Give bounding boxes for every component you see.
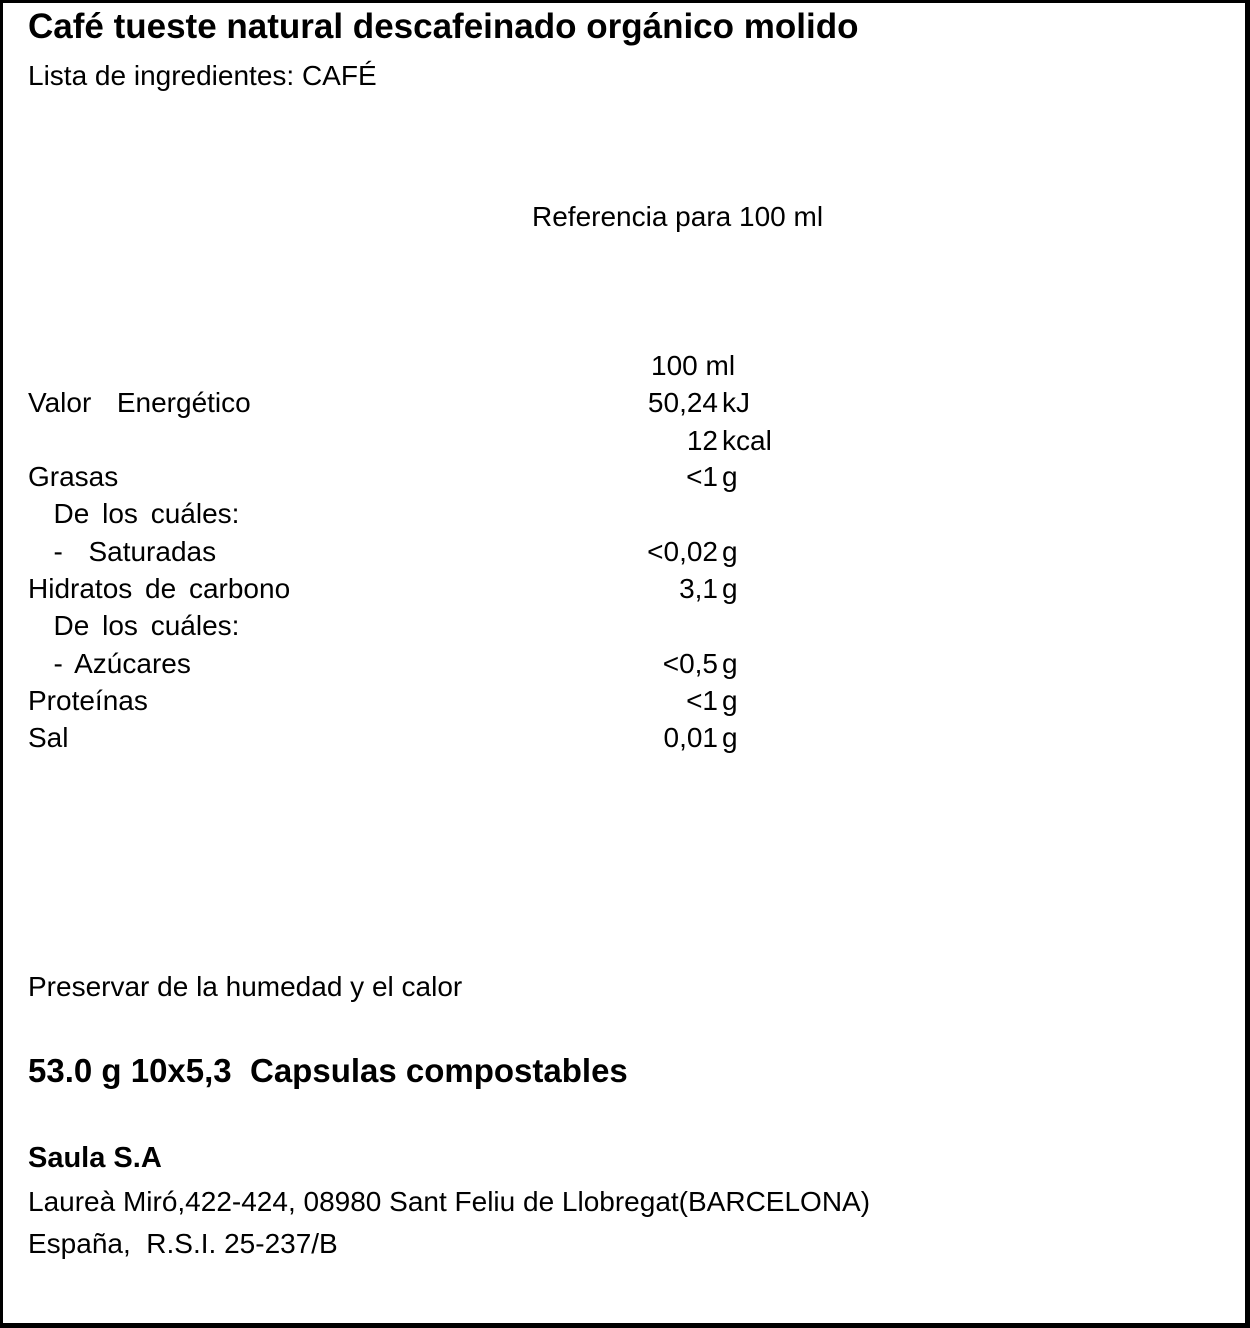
nutrient-label-carbohydrates: Hidratos de carbono (28, 573, 291, 604)
nutrient-value-fat: <1 (686, 461, 718, 492)
nutrient-value-salt: 0,01 (663, 722, 718, 753)
storage-instructions: Preservar de la humedad y el calor (28, 971, 463, 1002)
nutrient-label-sugars: - Azúcares (28, 648, 191, 679)
nutrient-label-protein: Proteínas (28, 685, 148, 716)
ingredients-list: Lista de ingredientes: CAFÉ (28, 60, 377, 91)
nutrient-label-fat: Grasas (28, 461, 119, 492)
nutrient-unit-protein: g (722, 685, 738, 716)
nutrient-value-sugars: <0,5 (662, 648, 718, 679)
nutrient-unit-fat: g (722, 461, 738, 492)
nutrient-unit-carbohydrates: g (722, 573, 738, 604)
nutrient-unit-energy-kcal: kcal (722, 425, 772, 456)
nutrient-label-saturated: - Saturadas (28, 536, 217, 567)
nutrition-reference: Referencia para 100 ml (532, 201, 824, 232)
product-title: Café tueste natural descafeinado orgánico molido (28, 7, 859, 46)
nutrient-unit-saturated: g (722, 536, 738, 567)
nutrient-label-energy: Valor Energético (28, 387, 251, 418)
nutrient-value-carbohydrates: 3,1 (679, 573, 718, 604)
nutrient-unit-salt: g (722, 722, 738, 753)
nutrient-value-energy-kj: 50,24 (647, 387, 718, 418)
manufacturer-name: Saula S.A (28, 1142, 162, 1174)
nutrient-unit-energy-kj: kJ (722, 387, 750, 418)
nutrient-label-salt: Sal (28, 722, 69, 753)
manufacturer-address: Laureà Miró,422-424, 08980 Sant Feliu de Llobregat(BARCELONA) (28, 1186, 871, 1217)
nutrition-column-header: 100 ml (651, 350, 736, 381)
nutrient-value-protein: <1 (686, 685, 718, 716)
nutrient-value-saturated: <0,02 (647, 536, 718, 567)
manufacturer-country-rsi: España, R.S.I. 25-237/B (28, 1228, 338, 1259)
net-weight: 53.0 g 10x5,3 Capsulas compostables (28, 1052, 628, 1089)
nutrient-value-energy-kcal: 12 (686, 425, 718, 456)
nutrient-unit-sugars: g (722, 648, 738, 679)
nutrient-label-of-which-fat: De los cuáles: (28, 498, 240, 529)
nutrient-label-of-which-carbs: De los cuáles: (28, 610, 240, 641)
